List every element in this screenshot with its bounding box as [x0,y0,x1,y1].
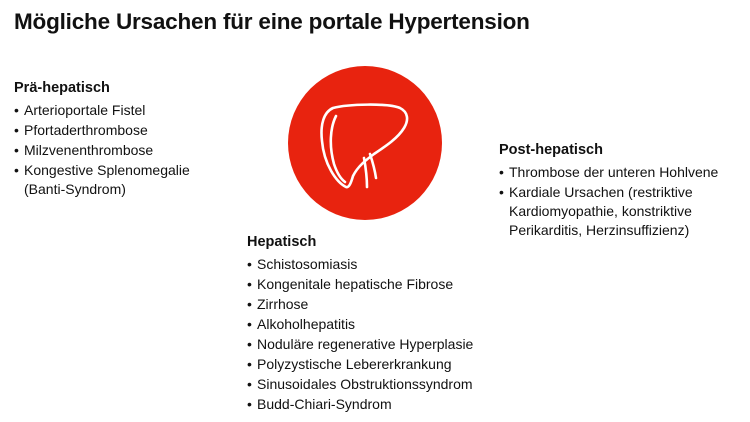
list-item: • Milzvenenthrombose [14,140,190,160]
page-title: Mögliche Ursachen für eine portale Hypertension [14,9,530,34]
cause-list [14,100,190,199]
list-item-text: Kardiale Ursachen (restriktive [509,184,693,200]
list-item: • Arterioportale Fistel [14,100,190,120]
list-item: • Zirrhose [247,294,473,314]
group-hepatic [247,233,473,414]
group-pre-hepatic [14,79,190,199]
list-item: • Alkoholhepatitis [247,314,473,334]
list-item: • Pfortaderthrombose [14,120,190,140]
group-heading: Prä-hepatisch [14,80,110,96]
list-item: • Polyzystische Lebererkrankung [247,354,473,374]
cause-list [247,254,473,414]
list-item: • Thrombose der unteren Hohlvene [499,162,718,182]
list-item-text: Kongestive Splenomegalie [24,162,190,178]
list-item: • Kongenitale hepatische Fibrose [247,274,473,294]
list-item-continuation: Perikarditis, Herzinsuffizienz) [509,222,690,238]
list-item-continuation: Kardiomyopathie, konstriktive [509,203,692,219]
list-item: • Sinusoidales Obstruktionssyndrom [247,374,473,394]
liver-icon-circle [288,66,442,220]
liver-icon [288,66,442,220]
list-item: • Noduläre regenerative Hyperplasie [247,334,473,354]
list-item-continuation: (Banti-Syndrom) [24,181,126,197]
group-heading: Hepatisch [247,234,317,250]
cause-list [499,162,718,240]
list-item: • Budd-Chiari-Syndrom [247,394,473,414]
list-item [14,160,190,199]
group-post-hepatic [499,141,718,240]
list-item: • Schistosomiasis [247,254,473,274]
group-heading: Post-hepatisch [499,142,603,158]
list-item [499,182,718,240]
